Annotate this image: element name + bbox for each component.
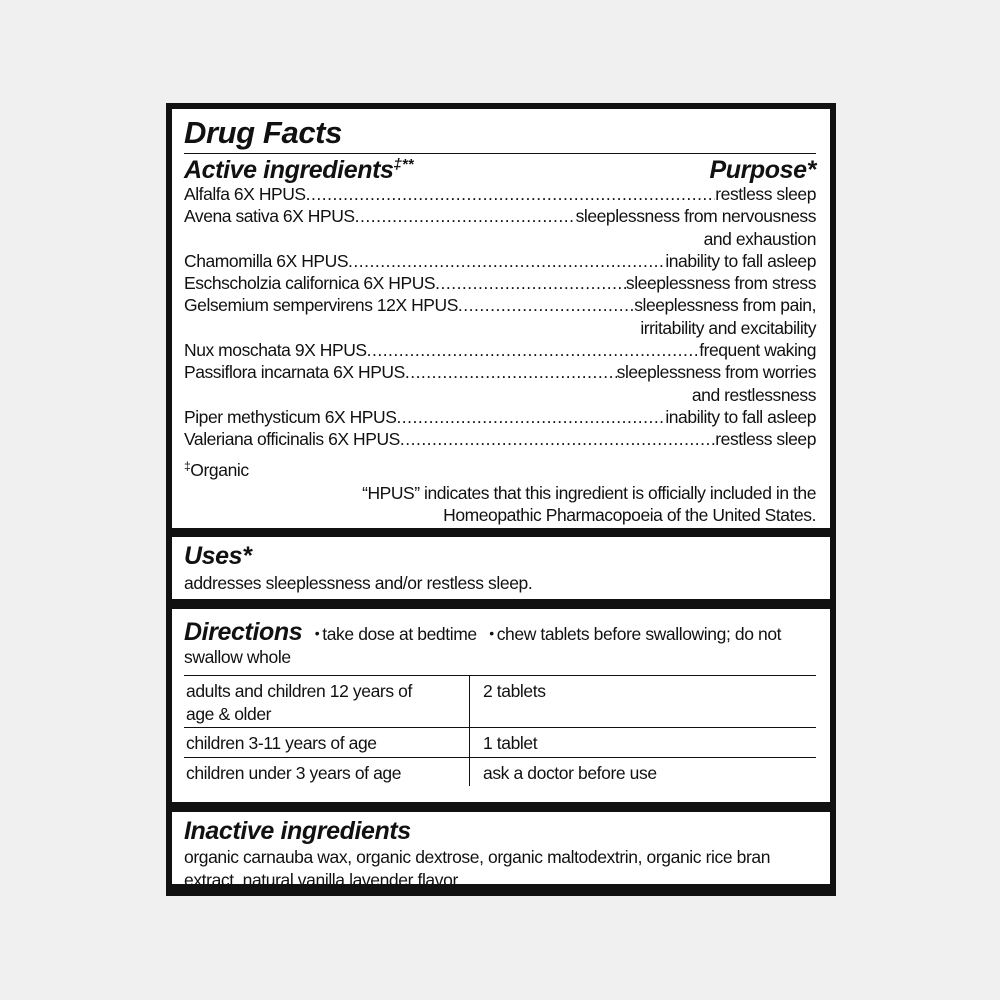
ingredient-row bbox=[184, 428, 816, 450]
ingredient-name: Valeriana officinalis 6X HPUS bbox=[184, 429, 400, 450]
hpus-line-1: “HPUS” indicates that this ingredient is officially included in the bbox=[362, 482, 816, 503]
dot-leader bbox=[306, 183, 716, 205]
bullet-icon: • bbox=[489, 625, 494, 641]
ingredient-purpose: restless sleep bbox=[715, 184, 816, 204]
dosage-amount: 2 tablets bbox=[483, 681, 546, 701]
dot-leader bbox=[367, 339, 700, 361]
inactive-ingredients-heading: Inactive ingredients bbox=[184, 817, 411, 845]
drug-facts-title: Drug Facts bbox=[184, 115, 342, 150]
ingredient-purpose: restless sleep bbox=[715, 429, 816, 450]
ingredient-name: Avena sativa 6X HPUS bbox=[184, 206, 355, 227]
uses-text: addresses sleeplessness and/or restless sleep. bbox=[184, 573, 533, 593]
active-ingredients-header bbox=[184, 157, 816, 183]
dot-leader bbox=[458, 294, 634, 316]
table-row bbox=[184, 676, 816, 728]
dosage-amount: 1 tablet bbox=[483, 733, 538, 753]
ingredient-name: Nux moschata 9X HPUS bbox=[184, 340, 367, 361]
directions-panel bbox=[172, 609, 830, 802]
ingredient-name: Eschscholzia californica 6X HPUS bbox=[184, 273, 436, 294]
direction-item-1: take dose at bedtime bbox=[322, 624, 477, 644]
ingredient-name: Passiflora incarnata 6X HPUS bbox=[184, 362, 405, 383]
dosage-amount: ask a doctor before use bbox=[483, 762, 657, 783]
active-ingredients-heading: Active ingredients‡** bbox=[184, 156, 414, 184]
ingredient-row bbox=[184, 183, 816, 205]
title-rule bbox=[184, 153, 816, 154]
ingredient-name: Alfalfa 6X HPUS bbox=[184, 184, 306, 204]
ingredient-purpose: frequent waking bbox=[699, 340, 816, 361]
directions-text bbox=[184, 620, 816, 669]
ingredient-row bbox=[184, 406, 816, 428]
table-row bbox=[184, 728, 816, 758]
uses-panel bbox=[172, 537, 830, 599]
dot-leader bbox=[405, 361, 617, 383]
dot-leader bbox=[355, 205, 576, 227]
hpus-note bbox=[184, 482, 816, 527]
ingredient-purpose: sleeplessness from nervousness bbox=[575, 206, 816, 227]
dot-leader bbox=[400, 428, 715, 450]
ingredient-name: Gelsemium sempervirens 12X HPUS bbox=[184, 295, 458, 316]
ingredient-name: Chamomilla 6X HPUS bbox=[184, 250, 349, 271]
dot-leader bbox=[396, 406, 665, 428]
ingredient-name: Piper methysticum 6X HPUS bbox=[184, 406, 397, 427]
heading-marks: ‡** bbox=[393, 156, 414, 173]
ingredient-purpose: sleeplessness from worries bbox=[616, 362, 816, 383]
ingredient-row bbox=[184, 339, 816, 361]
ingredient-row bbox=[184, 272, 816, 294]
hpus-line-2: Homeopathic Pharmacopoeia of the United States. bbox=[443, 505, 816, 526]
organic-mark: ‡ bbox=[184, 458, 191, 473]
ingredient-purpose: sleeplessness from pain, bbox=[634, 295, 816, 316]
dot-leader bbox=[435, 272, 626, 294]
organic-note: ‡Organic bbox=[184, 458, 249, 480]
dosage-who: children 3-11 years of age bbox=[184, 728, 470, 758]
ingredient-row bbox=[184, 250, 816, 272]
ingredient-purpose-continued: irritability and excitability bbox=[640, 317, 816, 338]
ingredient-list bbox=[184, 183, 816, 451]
ingredient-row bbox=[184, 361, 816, 383]
table-row bbox=[184, 757, 816, 786]
dosage-table bbox=[184, 675, 816, 786]
ingredient-row bbox=[184, 294, 816, 316]
ingredient-purpose: sleeplessness from stress bbox=[625, 273, 816, 294]
inactive-ingredients-text: organic carnauba wax, organic dextrose, organic maltodextrin, organic rice bran extract, natural vanilla lavender flavor bbox=[184, 847, 771, 890]
ingredient-purpose-continued: and exhaustion bbox=[703, 228, 816, 249]
dot-leader bbox=[348, 250, 665, 272]
bullet-icon: • bbox=[314, 625, 320, 641]
dosage-who: children under 3 years of age bbox=[184, 757, 470, 786]
ingredient-row bbox=[184, 205, 816, 227]
ingredient-purpose-continued: and restlessness bbox=[691, 384, 816, 405]
drug-facts-label bbox=[166, 103, 836, 896]
ingredient-purpose: inability to fall asleep bbox=[665, 406, 816, 427]
purpose-heading: Purpose* bbox=[709, 156, 816, 184]
direction-item-2: chew tablets before swallowing; do not swallow whole bbox=[184, 624, 782, 667]
dosage-who: adults and children 12 years of age & older bbox=[184, 676, 470, 728]
inactive-ingredients-panel bbox=[172, 812, 830, 890]
active-ingredients-panel bbox=[172, 109, 830, 528]
directions-heading: Directions bbox=[184, 618, 303, 646]
ingredient-purpose: inability to fall asleep bbox=[665, 250, 816, 271]
uses-heading: Uses* bbox=[184, 542, 252, 570]
